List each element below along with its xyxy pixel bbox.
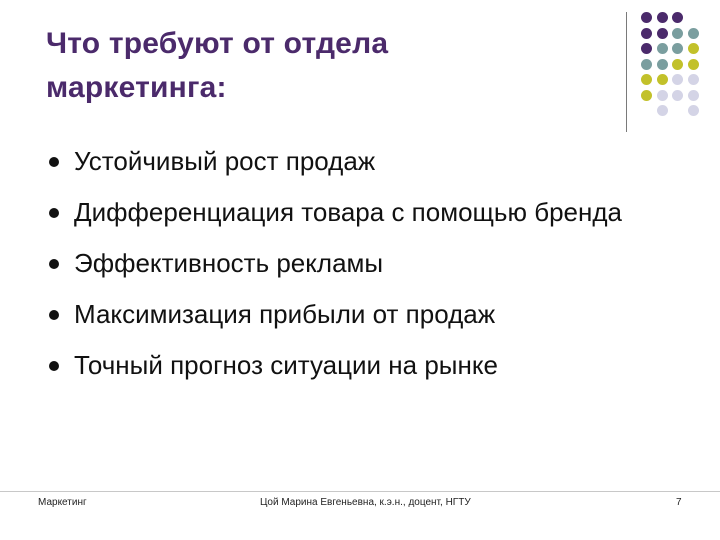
decorative-dot [657,12,668,23]
bullet-icon [49,310,59,320]
bullet-icon [49,259,59,269]
decorative-dot [657,59,668,70]
bullet-icon [49,361,59,371]
decorative-dot [672,90,683,101]
decorative-dot [672,28,683,39]
decorative-dot [688,43,699,54]
decorative-dot [641,90,652,101]
slide-title-line-2: маркетинга: [46,71,227,104]
decorative-dot [641,43,652,54]
decorative-dot [657,43,668,54]
decorative-dot [688,28,699,39]
slide-title-line-1: Что требуют от отдела [46,27,389,60]
decorative-dot [688,59,699,70]
slide-title [46,22,606,110]
decorative-dot [657,90,668,101]
bullet-text: Устойчивый рост продаж [74,146,376,176]
page-number: 7 [676,497,682,508]
bullet-item [48,144,668,178]
bullet-list [48,144,668,399]
decorative-dot [641,59,652,70]
decorative-dot [688,74,699,85]
bullet-text: Эффективность рекламы [74,248,384,278]
footer-divider [0,491,720,492]
decorative-dot [672,43,683,54]
bullet-text: Дифференциация товара с помощью бренда [74,197,623,227]
bullet-item [48,246,668,280]
bullet-icon [49,157,59,167]
decorative-dot [641,12,652,23]
decorative-dot [641,28,652,39]
bullet-item [48,348,668,382]
footer-course: Маркетинг [38,497,87,508]
footer-author: Цой Марина Евгеньевна, к.э.н., доцент, НГТУ [260,497,471,508]
decorative-dot [657,105,668,116]
decorative-dot [657,28,668,39]
decorative-dot [641,74,652,85]
decorative-dot [688,105,699,116]
decorative-dot-grid [641,12,711,122]
bullet-text: Точный прогноз ситуации на рынке [74,350,498,380]
decorative-dot [657,74,668,85]
decorative-dot [672,59,683,70]
decorative-dot [688,90,699,101]
vertical-divider [626,12,627,132]
bullet-text: Максимизация прибыли от продаж [74,299,496,329]
decorative-dot [672,74,683,85]
bullet-item [48,297,668,331]
decorative-dot [672,12,683,23]
bullet-item [48,195,668,229]
bullet-icon [49,208,59,218]
